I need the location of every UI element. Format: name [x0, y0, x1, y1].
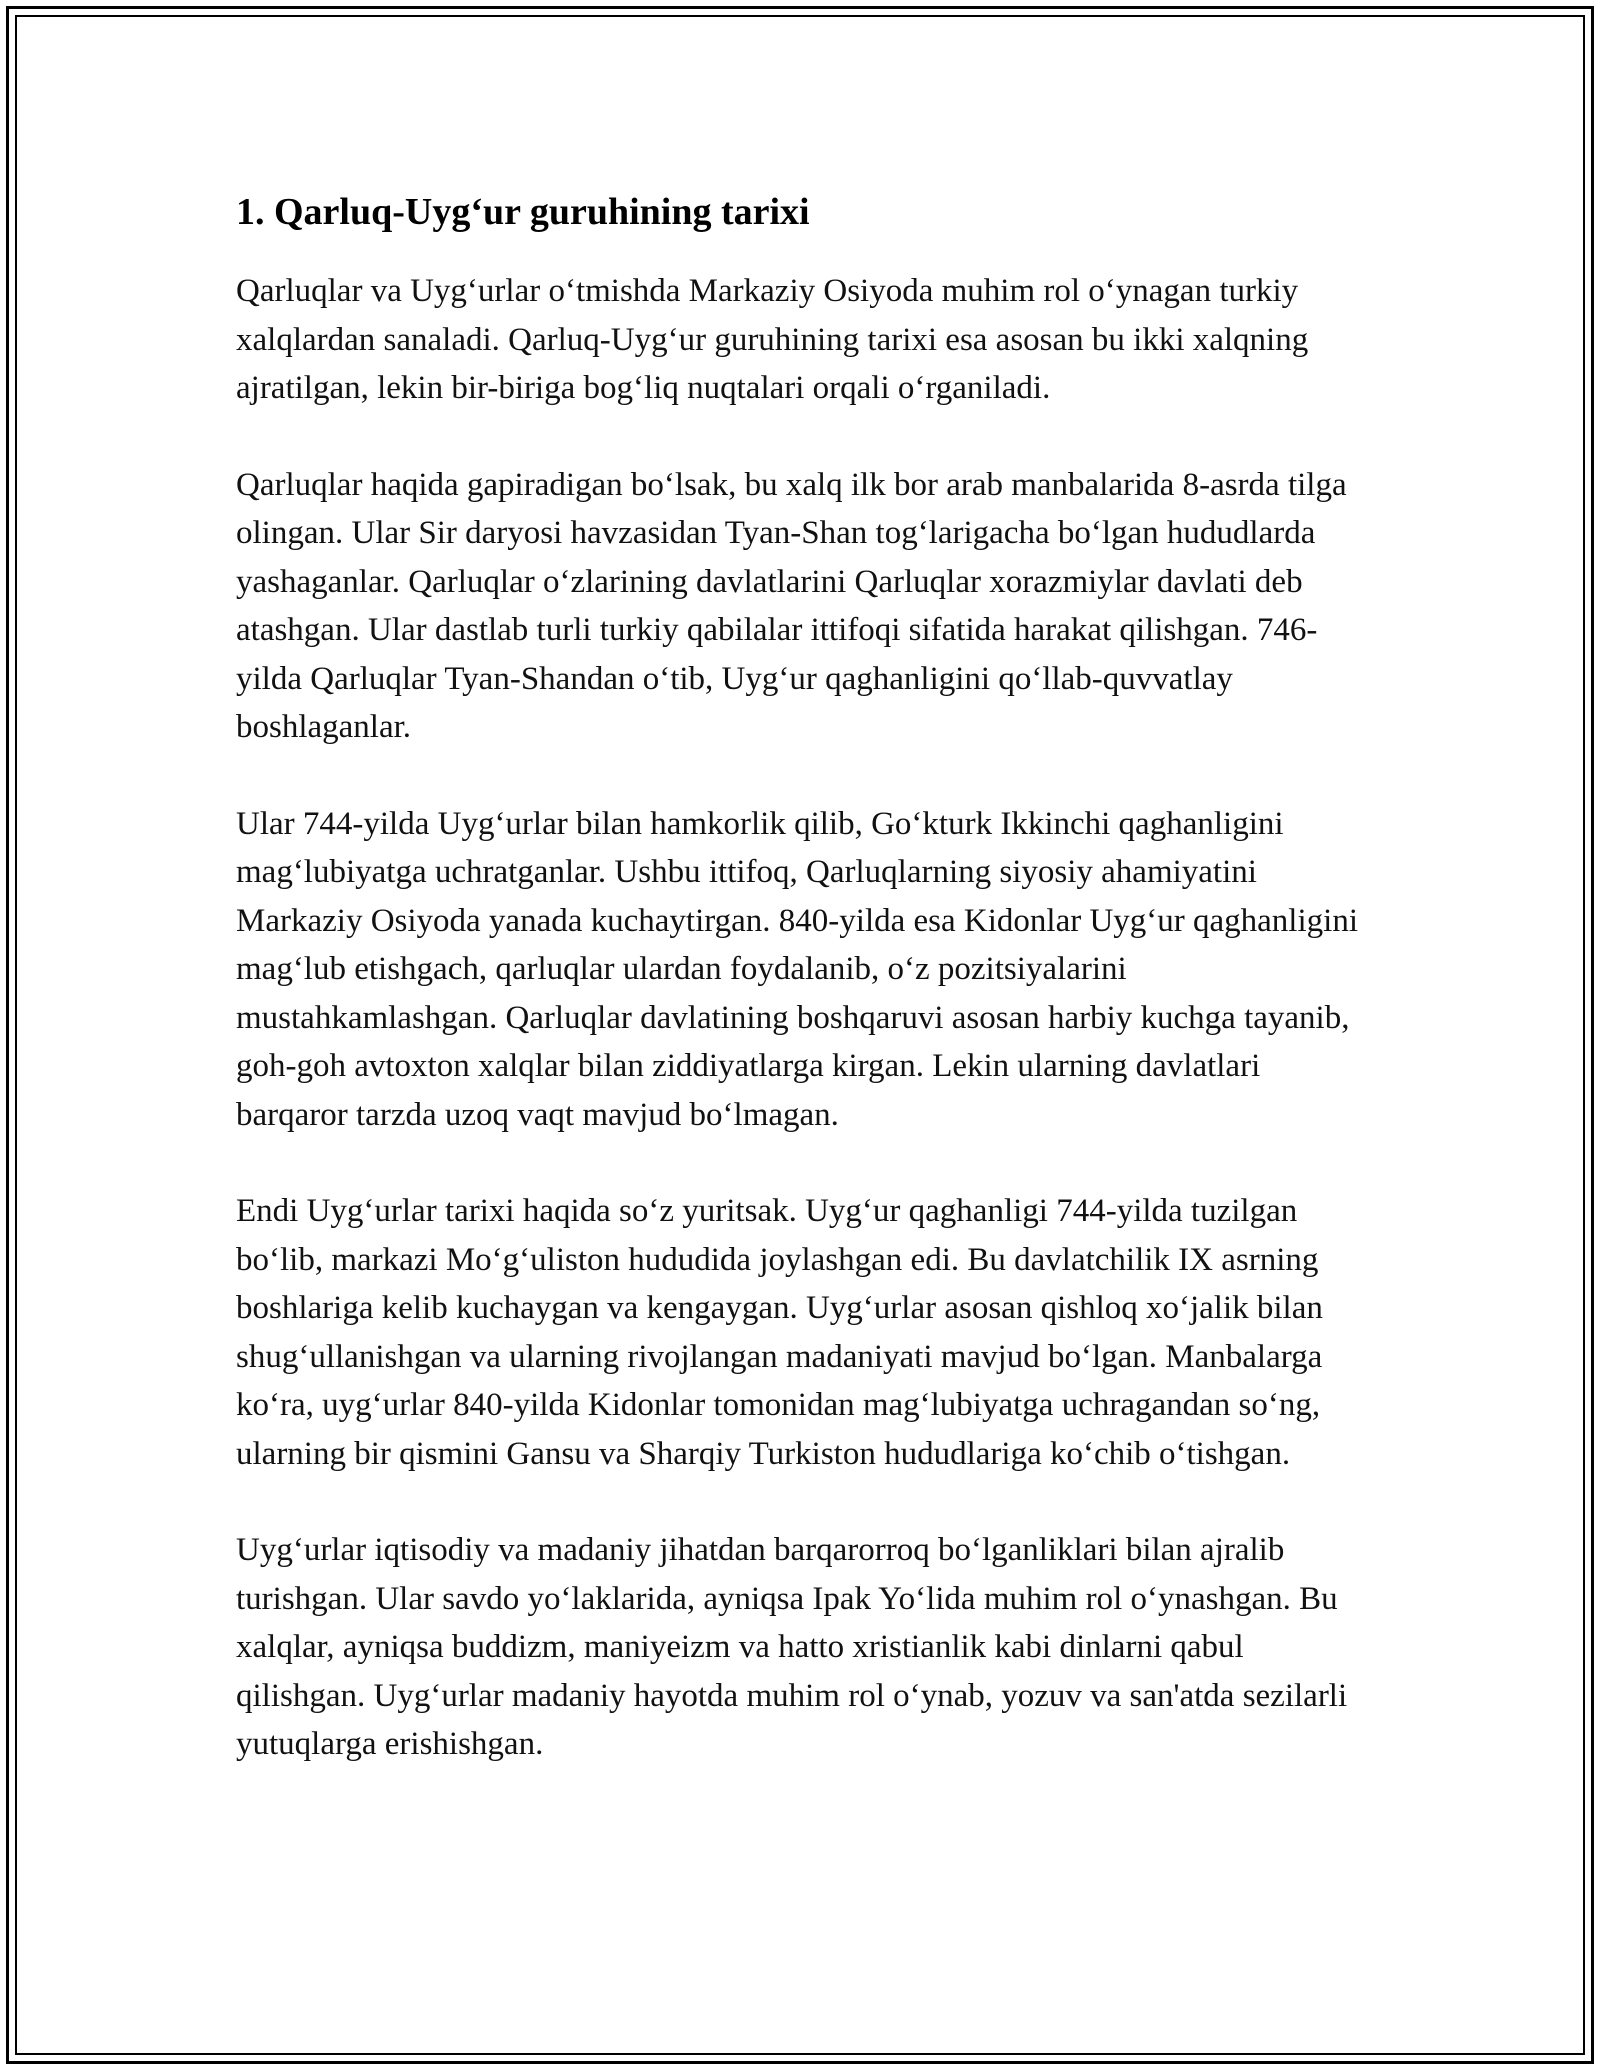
document-body — [236, 185, 1376, 1817]
paragraph-qarluqlar-origins: Qarluqlar haqida gapiradigan bo‘lsak, bu xalq ilk bor arab manbalarida 8-asrda tilga olingan. Ular Sir daryosi havzasidan Tyan-Shan tog‘larigacha bo‘lgan hududlarda yashaganlar. Qarluqlar o‘zlarining davlatlarini Qarluqlar xorazmiylar davlati deb atashgan. Ular dastlab turli turkiy qabilalar ittifoqi sifatida harakat qilishgan. 746-yilda Qarluqlar Tyan-Shandan o‘tib, Uyg‘ur qaghanligini qo‘llab-quvvatlay boshlaganlar. — [236, 466, 1347, 745]
paragraph-qarluqlar-alliance: Ular 744-yilda Uyg‘urlar bilan hamkorlik qilib, Go‘kturk Ikkinchi qaghanligini mag‘lubiyatga uchratganlar. Ushbu ittifoq, Qarluqlarning siyosiy ahamiyatini Markaziy Osiyoda yanada kuchaytirgan. 840-yilda esa Kidonlar Uyg‘ur qaghanligini mag‘lub etishgach, qarluqlar ulardan foydalanib, o‘z pozitsiyalarini mustahkamlashgan. Qarluqlar davlatining boshqaruvi asosan harbiy kuchga tayanib, goh-goh avtoxton xalqlar bilan ziddiyatlarga kirgan. Lekin ularning davlatlari barqaror tarzda uzoq vaqt mavjud bo‘lmagan. — [236, 805, 1358, 1133]
paragraph-uyghur-history: Endi Uyg‘urlar tarixi haqida so‘z yuritsak. Uyg‘ur qaghanligi 744-yilda tuzilgan bo‘lib, markazi Mo‘g‘uliston hududida joylashgan edi. Bu davlatchilik IX asrning boshlariga kelib kuchaygan va kengaygan. Uyg‘urlar asosan qishloq xo‘jalik bilan shug‘ullanishgan va ularning rivojlangan madaniyati mavjud bo‘lgan. Manbalarga ko‘ra, uyg‘urlar 840-yilda Kidonlar tomonidan mag‘lubiyatga uchragandan so‘ng, ularning bir qismini Gansu va Sharqiy Turkiston hududlariga ko‘chib o‘tishgan. — [236, 1193, 1323, 1472]
section-heading: 1. Qarluq-Uyg‘ur guruhining tarixi — [236, 191, 810, 233]
paragraph-uyghur-culture: Uyg‘urlar iqtisodiy va madaniy jihatdan barqarorroq bo‘lganliklari bilan ajralib turishgan. Ular savdo yo‘laklarida, ayniqsa Ipak Yo‘lida muhim rol o‘ynashgan. Bu xalqlar, ayniqsa buddizm, maniyeizm va hatto xristianlik kabi dinlarni qabul qilishgan. Uyg‘urlar madaniy hayotda muhim rol o‘ynab, yozuv va san'atda sezilarli yutuqlarga erishishgan. — [236, 1532, 1348, 1762]
paragraph-intro: Qarluqlar va Uyg‘urlar o‘tmishda Markaziy Osiyoda muhim rol o‘ynagan turkiy xalqlardan sanaladi. Qarluq-Uyg‘ur guruhining tarixi esa asosan bu ikki xalqning ajratilgan, lekin bir-biriga bog‘liq nuqtalari orqali o‘rganiladi. — [236, 273, 1309, 406]
